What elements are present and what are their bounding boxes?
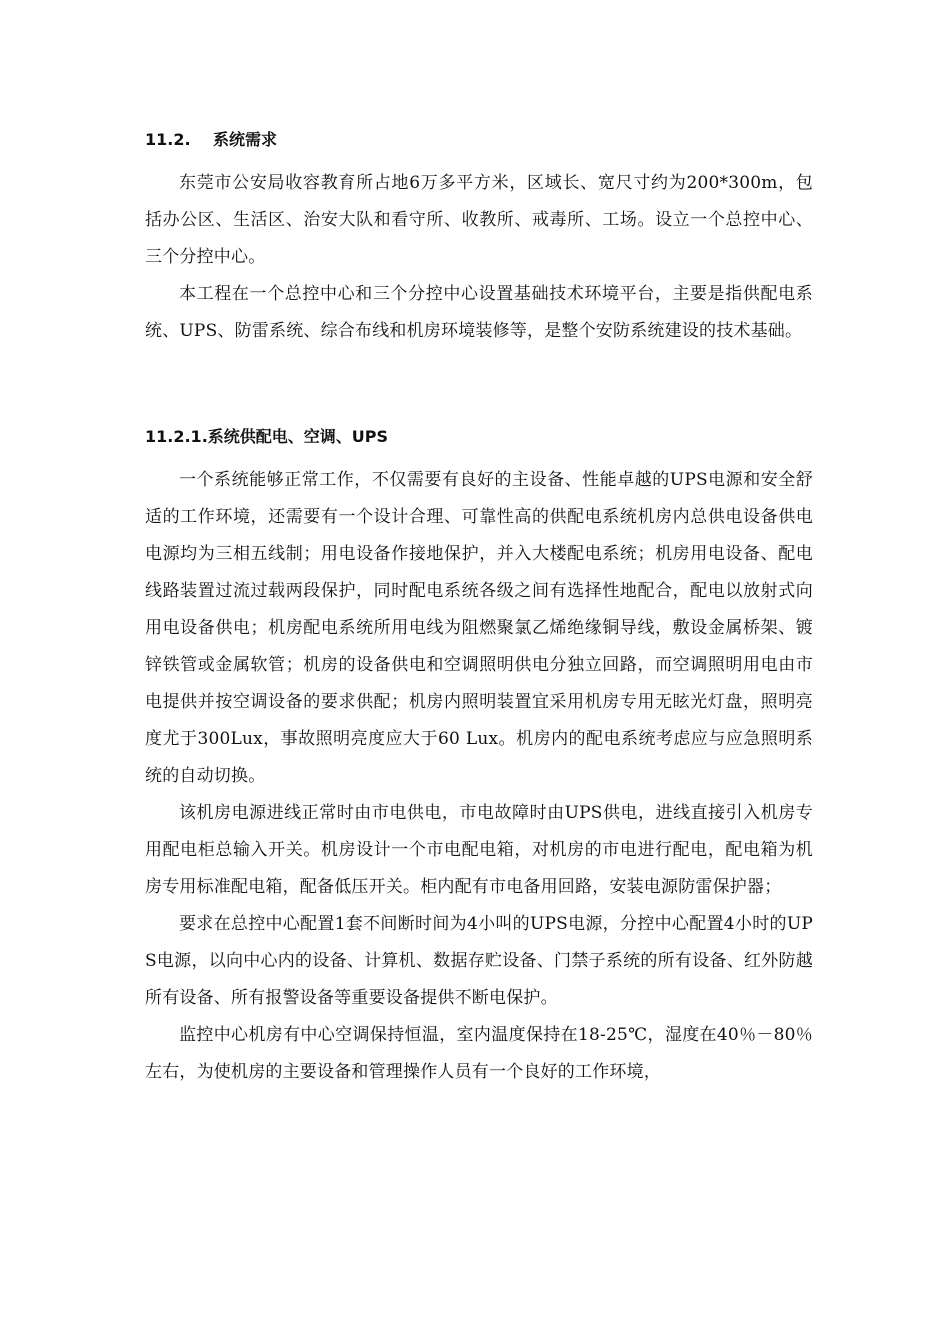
subsection-paragraph-4: 监控中心机房有中心空调保持恒温，室内温度保持在18-25℃，湿度在40％－80％左右，为使机房的主要设备和管理操作人员有一个良好的工作环境， xyxy=(145,1025,813,1082)
section-paragraph-2: 本工程在一个总控中心和三个分控中心设置基础技术环境平台，主要是指供配电系统、UPS、防雷系统、综合布线和机房环境装修等，是整个安防系统建设的技术基础。 xyxy=(145,284,813,341)
section-heading xyxy=(145,125,813,155)
subsection-paragraph-1: 一个系统能够正常工作，不仅需要有良好的主设备、性能卓越的UPS电源和安全舒适的工作环境，还需要有一个设计合理、可靠性高的供配电系统机房内总供电设备供电电源均为三相五线制；用电设备作接地保护，并入大楼配电系统；机房用电设备、配电线路装置过流过载两段保护，同时配电系统各级之间有选择性地配合，配电以放射式向用电设备供电；机房配电系统所用电线为阻燃聚氯乙烯绝缘铜导线，敷设金属桥架、镀锌铁管或金属软管；机房的设备供电和空调照明供电分独立回路，而空调照明用电由市电提供并按空调设备的要求供配；机房内照明装置宜采用机房专用无眩光灯盘，照明亮度尤于300Lux，事故照明亮度应大于60 Lux。机房内的配电系统考虑应与应急照明系统的自动切换。 xyxy=(145,470,813,786)
section-paragraph-1: 东莞市公安局收容教育所占地6万多平方米，区域长、宽尺寸约为200*300m，包括办公区、生活区、治安大队和看守所、收教所、戒毒所、工场。设立一个总控中心、三个分控中心。 xyxy=(145,173,813,267)
subsection-paragraph-3: 要求在总控中心配置1套不间断时间为4小叫的UPS电源，分控中心配置4小时的UPS电源，以向中心内的设备、计算机、数据存贮设备、门禁子系统的所有设备、红外防越所有设备、所有报警设备等重要设备提供不断电保护。 xyxy=(145,914,813,1008)
section-title: 系统需求 xyxy=(213,130,278,149)
subsection-heading: 11.2.1.系统供配电、空调、UPS xyxy=(145,427,389,446)
section-number: 11.2. xyxy=(145,130,191,149)
document-content xyxy=(145,125,813,1091)
subsection-paragraph-2: 该机房电源进线正常时由市电供电，市电故障时由UPS供电，进线直接引入机房专用配电柜总输入开关。机房设计一个市电配电箱，对机房的市电进行配电，配电箱为机房专用标准配电箱，配备低压开关。柜内配有市电备用回路，安装电源防雷保护器； xyxy=(145,803,813,897)
